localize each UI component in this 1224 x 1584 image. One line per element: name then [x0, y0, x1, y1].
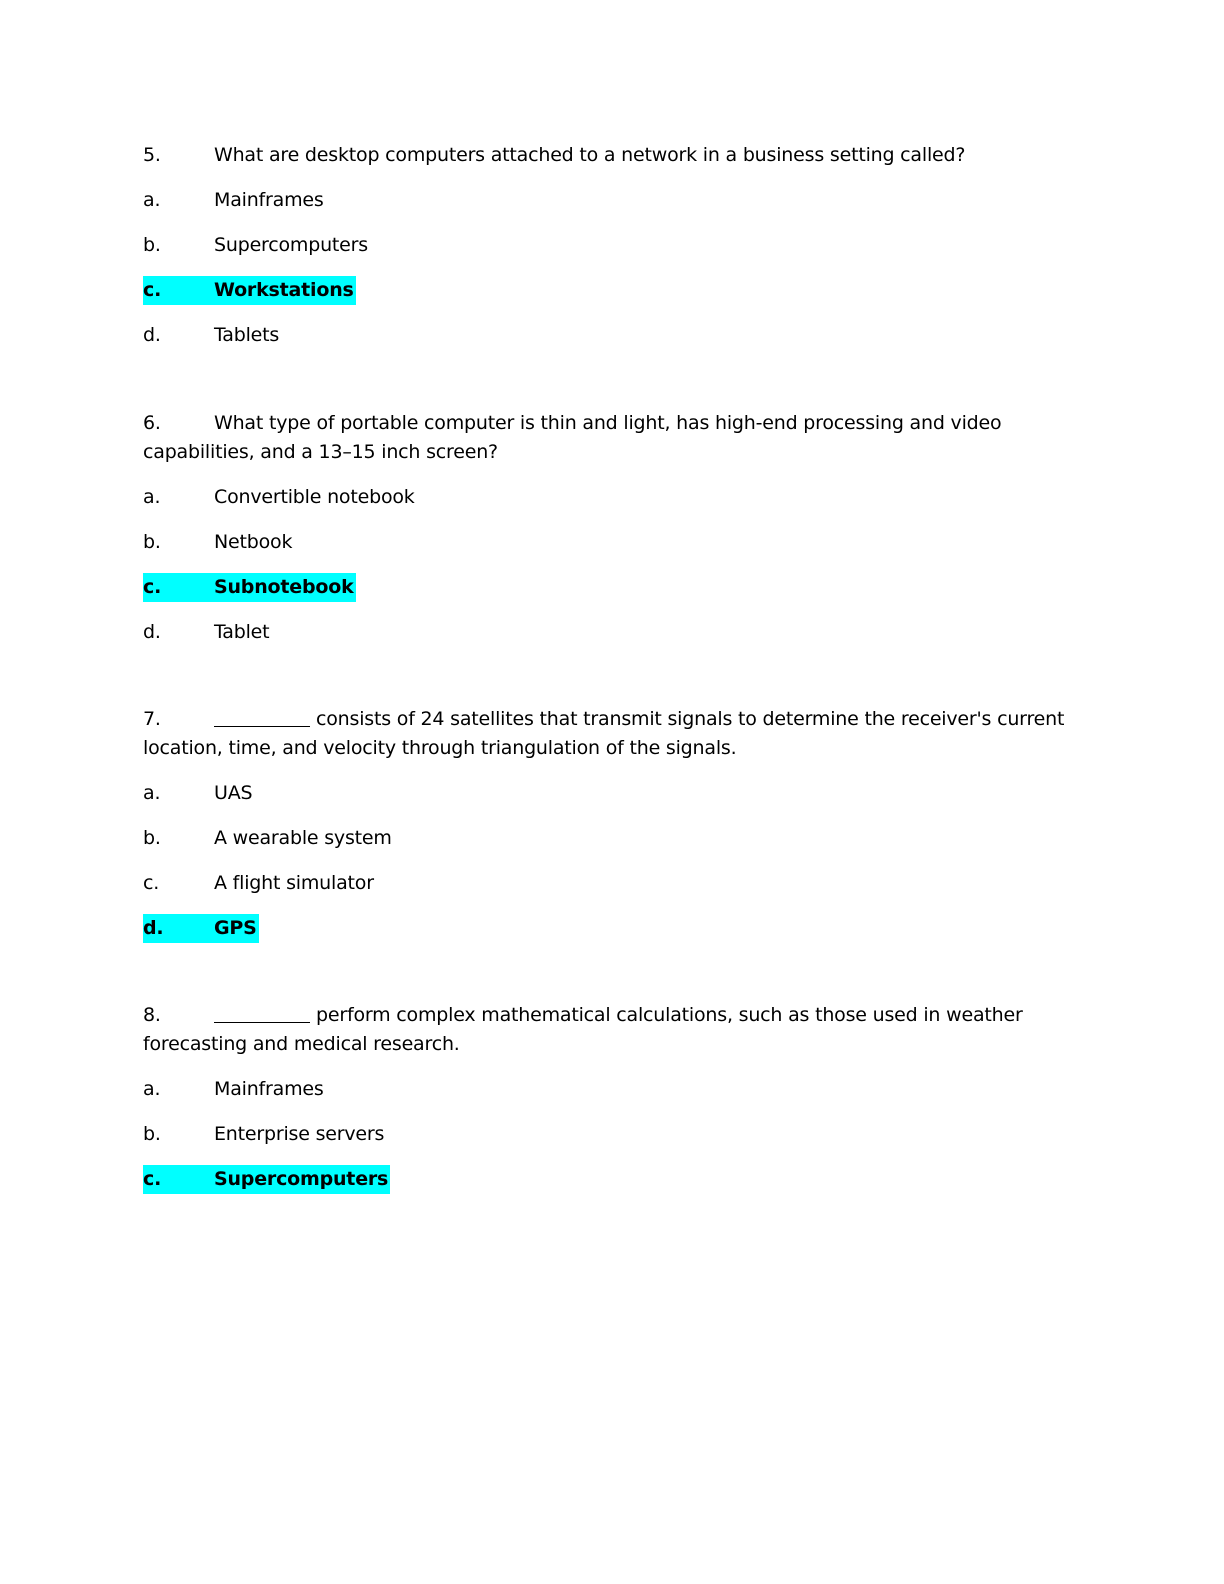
question-6 — [143, 409, 1083, 647]
option-text: Mainframes — [214, 189, 324, 211]
option-letter: d. — [143, 917, 164, 939]
question-text: consists of 24 satellites that transmit signals to determine the receiver's current location, time, and velocity through triangulation of the signals. — [143, 708, 1065, 759]
question-5 — [143, 141, 1083, 350]
option-c — [143, 869, 1083, 898]
option-b — [143, 528, 1083, 557]
question-7 — [143, 705, 1083, 943]
option-text: Supercomputers — [214, 1168, 389, 1190]
option-a — [143, 186, 1083, 215]
question-number: 5. — [143, 144, 161, 166]
question-stem — [143, 141, 1083, 170]
option-a — [143, 779, 1083, 808]
option-letter: c. — [143, 1168, 162, 1190]
option-letter: d. — [143, 621, 161, 643]
option-letter: b. — [143, 1123, 161, 1145]
question-number: 6. — [143, 412, 161, 434]
option-letter: a. — [143, 189, 161, 211]
option-letter: a. — [143, 782, 161, 804]
option-b — [143, 1120, 1083, 1149]
option-c-correct-answer — [143, 1165, 1083, 1194]
option-text: Mainframes — [214, 1078, 324, 1100]
option-text: Subnotebook — [214, 576, 354, 598]
fill-in-blank — [214, 1002, 310, 1023]
option-a — [143, 1075, 1083, 1104]
option-letter: a. — [143, 1078, 161, 1100]
option-text: Convertible notebook — [214, 486, 415, 508]
option-text: Netbook — [214, 531, 293, 553]
option-d — [143, 321, 1083, 350]
option-letter: b. — [143, 827, 161, 849]
option-letter: c. — [143, 279, 162, 301]
option-text: Tablet — [214, 621, 270, 643]
option-b — [143, 824, 1083, 853]
question-number: 8. — [143, 1004, 161, 1026]
option-text: Enterprise servers — [214, 1123, 385, 1145]
option-c-correct-answer — [143, 573, 1083, 602]
option-letter: a. — [143, 486, 161, 508]
option-text: A flight simulator — [214, 872, 374, 894]
question-stem — [143, 1001, 1083, 1059]
option-b — [143, 231, 1083, 260]
option-text: A wearable system — [214, 827, 392, 849]
option-text: Supercomputers — [214, 234, 368, 256]
option-letter: c. — [143, 872, 160, 894]
fill-in-blank — [214, 706, 310, 727]
option-text: UAS — [214, 782, 253, 804]
option-a — [143, 483, 1083, 512]
option-d — [143, 618, 1083, 647]
option-text: Workstations — [214, 279, 354, 301]
option-text: Tablets — [214, 324, 280, 346]
option-letter: b. — [143, 234, 161, 256]
question-stem — [143, 705, 1083, 763]
option-d-correct-answer — [143, 914, 1083, 943]
question-stem — [143, 409, 1083, 467]
option-c-correct-answer — [143, 276, 1083, 305]
option-text: GPS — [214, 917, 257, 939]
option-letter: b. — [143, 531, 161, 553]
question-text: perform complex mathematical calculations, such as those used in weather forecasting and medical research. — [143, 1004, 1023, 1055]
option-letter: d. — [143, 324, 161, 346]
question-text: What are desktop computers attached to a network in a business setting called? — [214, 144, 966, 166]
question-text: What type of portable computer is thin and light, has high-end processing and video capabilities, and a 13–15 inch screen? — [143, 412, 1002, 463]
option-letter: c. — [143, 576, 162, 598]
question-8 — [143, 1001, 1083, 1194]
question-number: 7. — [143, 708, 161, 730]
